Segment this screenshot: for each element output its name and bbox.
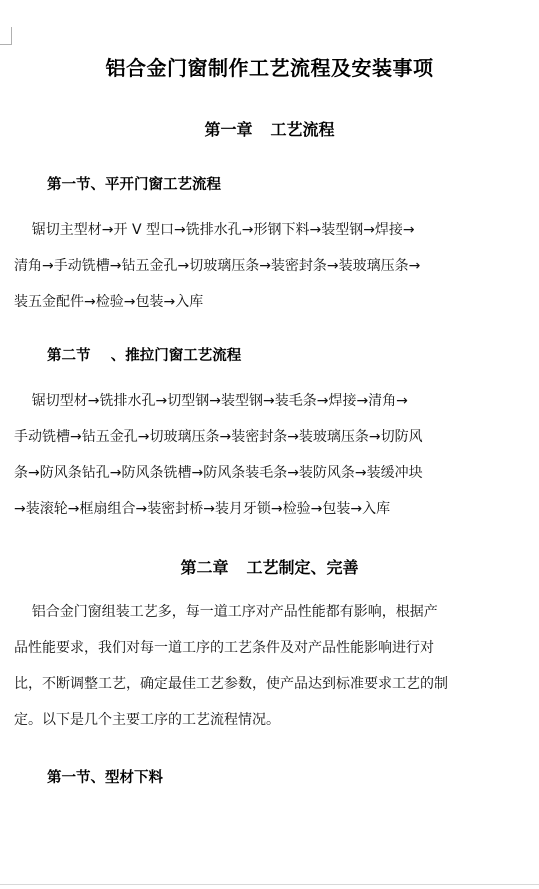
- section-3-heading: 第一节、型材下料: [47, 770, 163, 786]
- chapter-2-heading: [0, 555, 539, 578]
- page-bottom-divider: [0, 884, 539, 885]
- paragraph-line: 品性能要求，我们对每一道工序的工艺条件及对产品性能影响进行对: [14, 640, 434, 656]
- document-title: 铝合金门窗制作工艺流程及安装事项: [105, 56, 434, 80]
- chapter-1-heading: [0, 117, 539, 140]
- section-1-heading: 第一节、平开门窗工艺流程: [47, 177, 221, 193]
- paragraph-line: 锯切主型材→开 V 型口→铣排水孔→形钢下料→装型钢→焊接→: [14, 222, 415, 238]
- paragraph-line: 铝合金门窗组装工艺多，每一道工序对产品性能都有影响，根据产: [14, 604, 438, 620]
- chapter-2-name: 工艺制定、完善: [246, 558, 359, 577]
- flow-1-paragraph: [14, 212, 528, 320]
- paragraph-line: →装滚轮→框扇组合→装密封桥→装月牙锁→检验→包装→入库: [14, 501, 391, 517]
- intro-paragraph: [14, 594, 528, 738]
- chapter-2-number: 第二章: [180, 558, 229, 577]
- paragraph-line: 比，不断调整工艺，确定最佳工艺参数，使产品达到标准要求工艺的制: [14, 676, 448, 692]
- paragraph-line: 清角→手动铣槽→钻五金孔→切玻璃压条→装密封条→装玻璃压条→: [14, 258, 421, 274]
- chapter-1-number: 第一章: [204, 120, 253, 139]
- paragraph-line: 手动铣槽→钻五金孔→切玻璃压条→装密封条→装玻璃压条→切防风: [14, 429, 423, 445]
- paragraph-line: 锯切型材→铣排水孔→切型钢→装型钢→装毛条→焊接→清角→: [14, 393, 408, 409]
- page-corner-mark: [0, 27, 12, 45]
- paragraph-line: 定。以下是几个主要工序的工艺流程情况。: [14, 712, 280, 728]
- section-2-heading: 第二节 、推拉门窗工艺流程: [47, 348, 242, 364]
- paragraph-line: 装五金配件→检验→包装→入库: [14, 294, 204, 310]
- flow-2-paragraph: [14, 383, 528, 527]
- chapter-1-name: 工艺流程: [270, 120, 335, 139]
- paragraph-line: 条→防风条钻孔→防风条铣槽→防风条装毛条→装防风条→装缓冲块: [14, 465, 423, 481]
